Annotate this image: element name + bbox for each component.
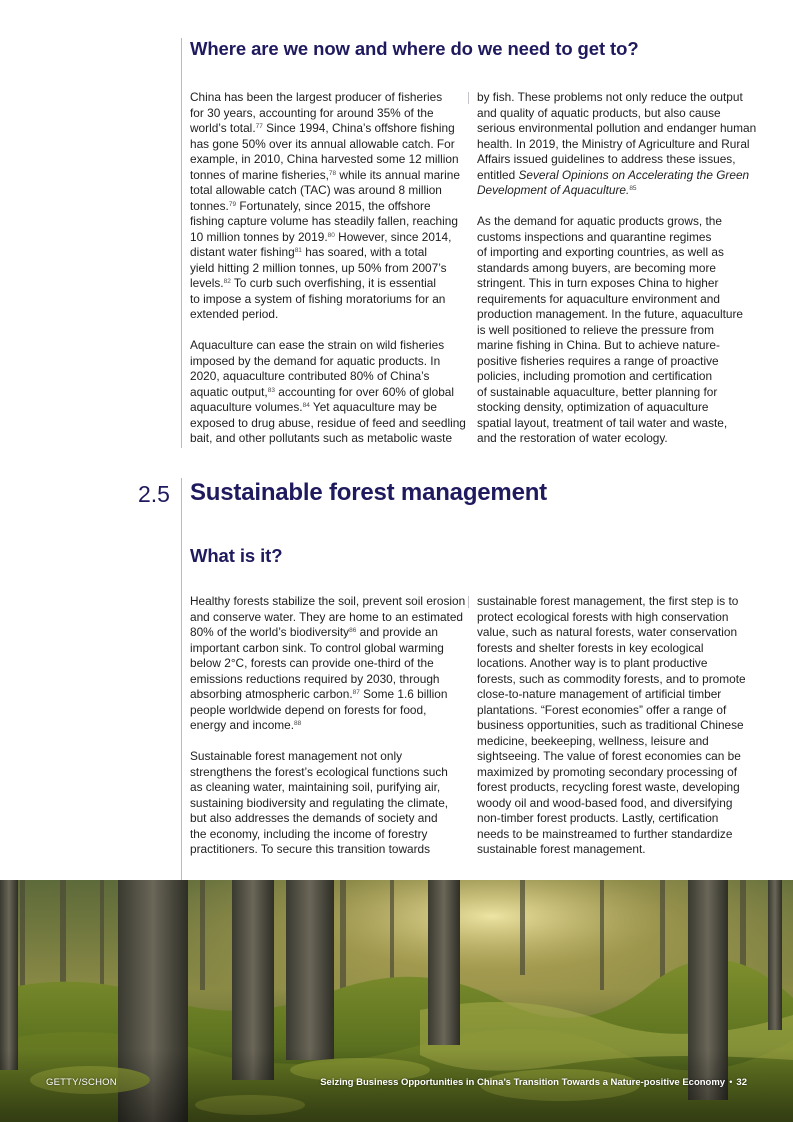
forest-economies-paragraph: [477, 594, 749, 858]
top-left-column: [190, 90, 466, 462]
opinions-line-1: [477, 168, 749, 184]
footnote-ref[interactable]: 85: [629, 185, 637, 192]
fisheries-paragraph: [190, 90, 462, 323]
text-line: business opportunities, such as traditional Chinese: [477, 718, 744, 732]
text-line: world’s total.$^{77}$ Since 1994, China’s offshore fishing: [190, 121, 455, 135]
photo-credit: GETTY/SCHON: [46, 1077, 117, 1088]
text-line: people worldwide depend on forests for food,: [190, 702, 427, 717]
text-line: plantations. “Forest economies” offer a range of: [477, 702, 727, 717]
page-footer: [320, 1077, 747, 1088]
sfm-functions-paragraph: [190, 749, 462, 858]
text-line: spatial layout, treatment of tail water and waste,: [477, 415, 728, 430]
text-line: customs inspections and quarantine regimes: [477, 229, 712, 244]
section-number: 2.5: [138, 481, 170, 507]
page-number: 32: [736, 1077, 747, 1088]
text-line: forest products, recycling forest waste, developing: [477, 780, 740, 794]
text-line: energy and income.$^{88}$: [190, 718, 302, 732]
text-line: by fish. These problems not only reduce the output: [477, 90, 743, 104]
footer-separator: •: [729, 1077, 733, 1088]
text-line: forests, such as commodity forests, and to promote: [477, 671, 746, 686]
footnote-ref[interactable]: 77: [255, 123, 263, 130]
text-line: below 2°C, forests can provide one-third of the: [190, 656, 434, 670]
text-line: standards among buyers, are becoming more: [477, 260, 716, 275]
footnote-ref[interactable]: 82: [223, 278, 231, 285]
text-line: production management. In the future, aquaculture: [477, 307, 743, 321]
text-line: value, such as natural forests, water conservation: [477, 625, 738, 639]
aquaculture-paragraph: [190, 338, 466, 447]
footnote-ref[interactable]: 78: [328, 169, 337, 177]
text-line: As the demand for aquatic products grows, the: [477, 214, 722, 228]
footnote-ref[interactable]: 84: [302, 402, 310, 409]
text-line: aquaculture volumes.$^{84}$ Yet aquaculture may be: [190, 400, 437, 414]
text-line: health. In 2019, the Ministry of Agriculture and Rural: [477, 136, 750, 151]
section-title: Sustainable forest management: [190, 479, 547, 506]
opinions-title-part-1: Several Opinions on Accelerating the Green: [518, 167, 750, 182]
text-line: is well positioned to relieve the pressure from: [477, 322, 714, 337]
footnote-ref[interactable]: 81: [294, 247, 302, 254]
text-line: extended period.: [190, 307, 279, 321]
text-line: of sustainable aquaculture, better planning for: [477, 384, 718, 399]
text-line: maximized by promoting secondary processing of: [477, 764, 738, 779]
subheading-what-is-it: What is it?: [190, 545, 283, 566]
text-line: stringent. This in turn exposes China to higher: [477, 276, 719, 290]
text-line: absorbing atmospheric carbon.$^{87}$ Some 1.6 billion: [190, 687, 448, 701]
entitled-text: entitled: [477, 167, 519, 182]
text-line: requirements for aquaculture environment and: [477, 291, 720, 306]
text-line: China has been the largest producer of fisheries: [190, 90, 443, 104]
opinions-line-2: [477, 183, 749, 199]
text-line: policies, including promotion and certification: [477, 369, 713, 383]
text-line: medicine, beekeeping, wellness, leisure and: [477, 733, 709, 748]
text-line: marine fishing in China. But to achieve nature-: [477, 338, 720, 352]
text-line: forests and shelter forests in key ecological: [477, 640, 704, 655]
text-line: and the restoration of water ecology.: [477, 431, 668, 445]
footnote-ref[interactable]: 79: [228, 200, 237, 208]
text-line: important carbon sink. To control global warming: [190, 640, 444, 655]
text-line: sightseeing. The value of forest economies can be: [477, 749, 741, 763]
margin-rule-bottom: [181, 478, 182, 880]
text-line: the economy, including the income of forestry: [190, 826, 428, 841]
text-line: serious environmental pollution and endanger human: [477, 121, 757, 135]
text-line: positive fisheries requires a range of proactive: [477, 353, 719, 368]
text-line: strengthens the forest’s ecological functions such: [190, 764, 448, 779]
text-line: locations. Another way is to plant productive: [477, 656, 708, 670]
text-line: for 30 years, accounting for around 35% of the: [190, 105, 434, 120]
pollution-lines: [477, 90, 757, 168]
text-line: sustaining biodiversity and regulating the climate,: [190, 795, 449, 810]
text-line: Sustainable forest management not only: [190, 749, 403, 763]
text-line: but also addresses the demands of society and: [190, 811, 438, 825]
text-line: close-to-nature management of artificial timber: [477, 687, 722, 701]
text-line: sustainable forest management, the first step is to: [477, 594, 739, 608]
column-rule-bottom: [468, 596, 469, 608]
text-line: aquatic output,$^{83}$ accounting for over 60% of global: [190, 384, 455, 399]
text-line: 10 million tonnes by 2019.80 However, since 2014,: [190, 229, 452, 244]
text-line: practitioners. To secure this transition towards: [190, 842, 431, 856]
text-line: exposed to drug abuse, residue of feed and seedling: [190, 415, 466, 430]
customs-paragraph: [477, 214, 749, 447]
text-line: total allowable catch (TAC) was around 8 million: [190, 183, 442, 197]
text-line: tonnes.$^{79}$ Fortunately, since 2015, the offshore: [190, 198, 431, 213]
text-line: needs to be mainstreamed to further standardize: [477, 826, 733, 841]
footnote-ref[interactable]: 86: [349, 627, 357, 634]
top-right-column: [477, 90, 757, 462]
footnote-ref[interactable]: 83: [267, 386, 275, 394]
text-line: of importing and exporting countries, as well as: [477, 245, 724, 259]
text-line: bait, and other pollutants such as metabolic waste: [190, 431, 453, 445]
text-line: stocking density, optimization of aquaculture: [477, 400, 709, 414]
text-line: example, in 2010, China harvested some 12 million: [190, 152, 459, 166]
footnote-ref[interactable]: 80: [327, 231, 335, 239]
text-line: distant water fishing$^{81}$ has soared, with a total: [190, 245, 428, 259]
text-line: 80% of the world’s biodiversity$^{86}$ and provide an: [190, 625, 438, 639]
text-line: tonnes of marine fisheries,$^{78}$ while its annual marine: [190, 167, 460, 182]
text-line: Aquaculture can ease the strain on wild fisheries: [190, 338, 445, 352]
text-line: and quality of aquatic products, but also cause: [477, 105, 721, 120]
text-line: protect ecological forests with high conservation: [477, 609, 729, 624]
text-line: Affairs issued guidelines to address these issues,: [477, 152, 736, 166]
text-line: has gone 50% over its annual allowable catch. For: [190, 136, 455, 151]
opinions-title-part-2: Development of Aquaculture.: [477, 183, 630, 197]
footnote-ref[interactable]: 88: [294, 720, 302, 727]
text-line: woody oil and wood-based food, and diversifying: [477, 795, 733, 810]
column-rule-top: [468, 92, 469, 104]
forest-right-column: [477, 594, 749, 873]
text-line: fishing capture volume has steadily fallen, reaching: [190, 214, 458, 228]
text-line: sustainable forest management.: [477, 842, 646, 856]
section-heading-where-now: Where are we now and where do we need to get to?: [190, 38, 639, 59]
healthy-forests-paragraph: [190, 594, 466, 734]
margin-rule-top: [181, 38, 182, 448]
text-line: as cleaning water, maintaining soil, purifying air,: [190, 780, 441, 794]
publication-title: Seizing Business Opportunities in China’s Transition Towards a Nature-positive Economy: [320, 1077, 726, 1088]
text-line: 2020, aquaculture contributed 80% of China’s: [190, 369, 430, 383]
text-line: imposed by the demand for aquatic products. In: [190, 353, 441, 368]
text-line: yield hitting 2 million tonnes, up 50% from 2007’s: [190, 260, 447, 275]
text-line: and conserve water. They are home to an estimated: [190, 609, 464, 624]
text-line: non-timber forest products. Lastly, certification: [477, 811, 719, 825]
text-line: to impose a system of fishing moratoriums for an: [190, 291, 446, 306]
text-line: Healthy forests stabilize the soil, prevent soil erosion: [190, 594, 466, 608]
forest-left-column: [190, 594, 466, 873]
text-line: emissions reductions required by 2030, through: [190, 671, 440, 686]
pollution-paragraph: [477, 90, 757, 199]
footnote-ref[interactable]: 87: [352, 689, 360, 696]
text-line: levels.$^{82}$ To curb such overfishing, it is essential: [190, 276, 436, 290]
